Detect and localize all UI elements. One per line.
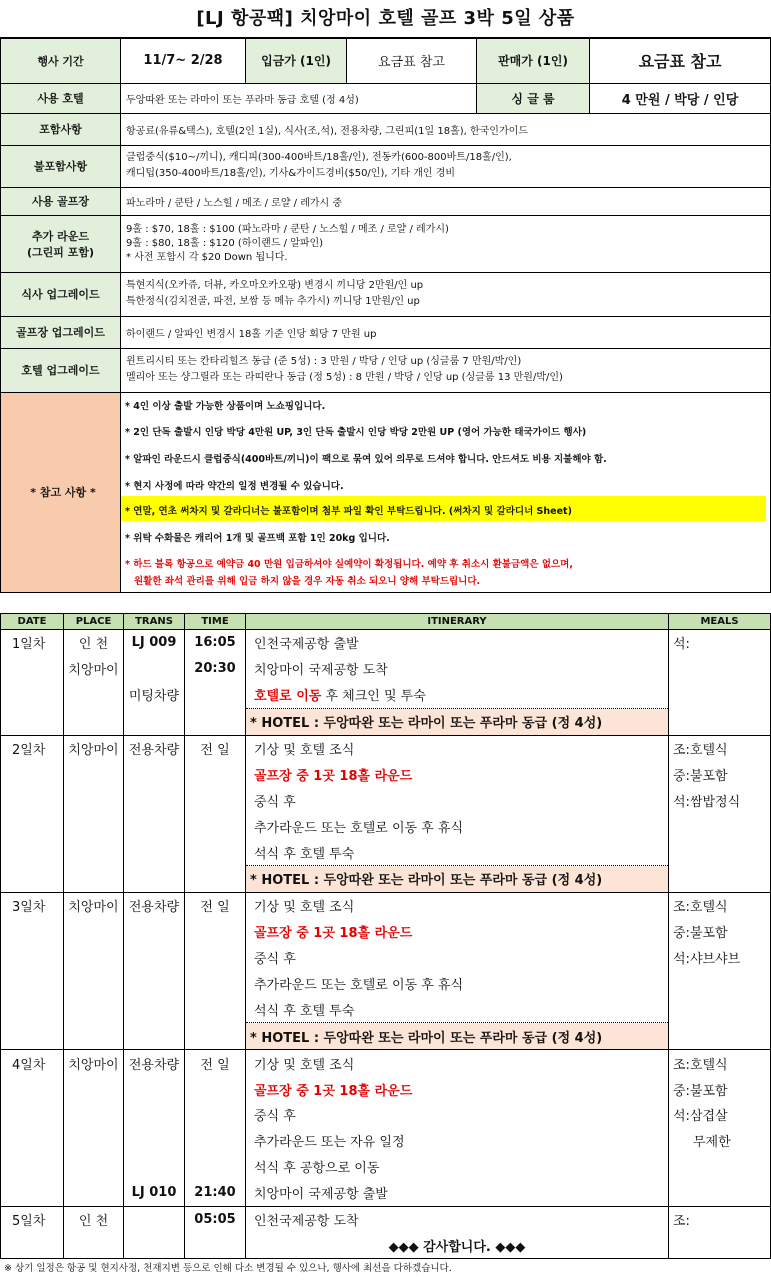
period-value: 11/7~ 2/28 [121, 38, 246, 83]
itinerary-row [1, 971, 771, 997]
itinerary-row [1, 682, 771, 708]
itinerary-row [1, 892, 771, 918]
hotel-upgrade-value [121, 348, 771, 392]
note-item: * 알파인 라운드시 클럽중식(400바트/끼니)이 팩으로 묶여 있어 의무로 드셔야 합니다. 안드셔도 비용 지불해야 함. [125, 453, 607, 465]
itinerary-item: 석식 후 호텔 투숙 [246, 996, 669, 1022]
itinerary-item-rest: 후 체크인 및 투숙 [321, 689, 426, 705]
itinerary-item: 석식 후 호텔 투숙 [246, 839, 669, 865]
itinerary-item: 기상 및 호텔 조식 [246, 1050, 669, 1076]
time: 전 일 [185, 892, 246, 918]
deposit-value: 요금표 참고 [347, 38, 477, 83]
itinerary-item [246, 682, 669, 708]
itinerary-row [1, 996, 771, 1022]
transport: 미팅차량 [124, 682, 185, 708]
header-trans: TRANS [124, 614, 185, 630]
hotel-note: * HOTEL : 두앙따완 또는 라마이 또는 푸라마 동급 (정 4성) [246, 1023, 669, 1050]
itinerary-item: 추가라운드 또는 호텔로 이동 후 휴식 [246, 971, 669, 997]
place [64, 682, 124, 708]
deposit-label: 입금가 (1인) [246, 38, 347, 83]
itinerary-item: 기상 및 호텔 조식 [246, 892, 669, 918]
itinerary-item: 중식 후 [246, 945, 669, 971]
hotel-row [1, 866, 771, 893]
meal: 조:호텔식 [669, 1050, 771, 1076]
exclude-line: 캐디팁(350-400바트/18홀/인), 기사&가이드경비($50/인), 기타 개인 경비 [126, 168, 456, 179]
hotel-label: 사용 호텔 [1, 83, 121, 113]
time: 전 일 [185, 735, 246, 761]
itinerary-item: 인천국제공항 출발 [246, 630, 669, 656]
meal: 무제한 [669, 1128, 771, 1154]
day-label [1, 656, 64, 682]
meal [669, 1154, 771, 1180]
note-item: * 위탁 수화물은 캐리어 1개 및 골프백 포함 1인 20kg 입니다. [125, 532, 390, 544]
day-label: 3일차 [1, 892, 64, 918]
place: 인 천 [64, 1206, 124, 1232]
hotel-row [1, 1023, 771, 1050]
itinerary-item: 추가라운드 또는 호텔로 이동 후 휴식 [246, 813, 669, 839]
header-meals: MEALS [669, 614, 771, 630]
itinerary-item: 인천국제공항 도착 [246, 1206, 669, 1232]
meal: 조:호텔식 [669, 892, 771, 918]
extra-round-line: 9홀 : $70, 18홀 : $100 (파노라마 / 쿤탄 / 노스힐 / 메조 / 로얄 / 레가시) [126, 223, 449, 235]
itinerary-table [0, 613, 771, 1259]
itinerary-item-highlight: 호텔로 이동 [254, 689, 322, 705]
thanks-row [1, 1232, 771, 1258]
notes-label: * 참고 사항 * [1, 392, 121, 592]
hotel-note: * HOTEL : 두앙따완 또는 라마이 또는 푸라마 동급 (정 4성) [246, 708, 669, 735]
meal: 조: [669, 1206, 771, 1232]
meal: 석: [669, 630, 771, 656]
meal: 중:불포함 [669, 919, 771, 945]
itinerary-row [1, 1076, 771, 1102]
itinerary-row [1, 1128, 771, 1154]
itinerary-item: 석식 후 공항으로 이동 [246, 1154, 669, 1180]
header-place: PLACE [64, 614, 124, 630]
itinerary-row [1, 735, 771, 761]
transport: 전용차량 [124, 735, 185, 761]
day-label: 5일차 [1, 1206, 64, 1232]
golf-upgrade-label: 골프장 업그레이드 [1, 316, 121, 348]
itinerary-item: 치앙마이 국제공항 도착 [246, 656, 669, 682]
place: 치앙마이 [64, 656, 124, 682]
itinerary-row [1, 1206, 771, 1232]
footer-note: ※ 상기 일정은 항공 및 현지사정, 천재지변 등으로 인해 다소 변경될 수 있으나, 행사에 최선을 다하겠습니다. [4, 1263, 452, 1274]
note-item-highlighted: * 연말, 연초 써차지 및 갈라디너는 불포함이며 첨부 파일 확인 부탁드립니다. (써차지 및 갈라디너 Sheet) [125, 505, 572, 517]
itinerary-item: 골프장 중 1곳 18홀 라운드 [246, 761, 669, 787]
itinerary-row [1, 761, 771, 787]
warning-note: * 하드 블록 항공으로 예약금 40 만원 입금하셔야 실예약이 확정됩니다. 예약 후 취소시 환불금액은 없으며, [125, 558, 573, 570]
itinerary-row [1, 1180, 771, 1206]
meal [669, 996, 771, 1022]
header-time: TIME [185, 614, 246, 630]
itinerary-row [1, 1050, 771, 1076]
day-label [1, 682, 64, 708]
itinerary-row [1, 945, 771, 971]
include-label: 포함사항 [1, 113, 121, 145]
itinerary-item: 치앙마이 국제공항 출발 [246, 1180, 669, 1206]
time: 21:40 [185, 1180, 246, 1206]
hotel-value: 두앙따완 또는 라마이 또는 푸라마 동급 호텔 (정 4성) [121, 83, 477, 113]
extra-round-label-line: (그린피 포함) [26, 245, 94, 259]
notes-cell [121, 392, 771, 592]
golf-upgrade-value: 하이랜드 / 알파인 변경시 18홀 기준 인당 회당 7 만원 up [121, 316, 771, 348]
hotel-upgrade-line: 윈트리시티 또는 칸타리힐즈 동급 (준 5성) : 3 만원 / 박당 / 인당 up (싱글룸 7 만원/박/인) [126, 356, 522, 367]
itinerary-item: 추가라운드 또는 자유 일정 [246, 1128, 669, 1154]
itinerary-row [1, 919, 771, 945]
meal: 중:불포함 [669, 761, 771, 787]
meal: 석:샤브샤브 [669, 945, 771, 971]
note-item: * 2인 단독 출발시 인당 박당 4만원 UP, 3인 단독 출발시 인당 박당 2만원 UP (영어 가능한 태국가이드 행사) [125, 426, 587, 438]
itinerary-item: 기상 및 호텔 조식 [246, 735, 669, 761]
meal-upgrade-label: 식사 업그레이드 [1, 272, 121, 316]
product-info-table [0, 37, 771, 593]
extra-round-label-line: 추가 라운드 [32, 229, 89, 243]
transport [124, 1206, 185, 1232]
hotel-upgrade-line: 멜리아 또는 샹그릴라 또는 라띠란나 동급 (정 5성) : 8 만원 / 박당 / 인당 up (싱글룸 13 만원/박/인) [126, 372, 563, 383]
itinerary-item: 중식 후 [246, 787, 669, 813]
meal [669, 682, 771, 708]
exclude-value [121, 145, 771, 187]
note-item: * 현지 사정에 따라 약간의 일정 변경될 수 있습니다. [125, 480, 344, 492]
meal: 조:호텔식 [669, 735, 771, 761]
header-date: DATE [1, 614, 64, 630]
meal [669, 813, 771, 839]
transport [124, 656, 185, 682]
single-room-value: 4 만원 / 박당 / 인당 [590, 83, 771, 113]
sale-value: 요금표 참고 [590, 38, 771, 83]
golf-course-value: 파노라마 / 쿤탄 / 노스힐 / 메조 / 로얄 / 레가시 중 [121, 187, 771, 215]
page-title: [LJ 항공팩] 치앙마이 호텔 골프 3박 5일 상품 [196, 8, 575, 29]
itinerary-header-row [1, 614, 771, 630]
period-label: 행사 기간 [1, 38, 121, 83]
meal [669, 839, 771, 865]
transport: LJ 009 [124, 630, 185, 656]
time: 20:30 [185, 656, 246, 682]
meal: 석:삼겹살 [669, 1102, 771, 1128]
golf-course-label: 사용 골프장 [1, 187, 121, 215]
place: 치앙마이 [64, 735, 124, 761]
transport: LJ 010 [124, 1180, 185, 1206]
time: 16:05 [185, 630, 246, 656]
day-label: 1일차 [1, 630, 64, 656]
itinerary-row [1, 787, 771, 813]
extra-round-value [121, 215, 771, 272]
itinerary-item: 골프장 중 1곳 18홀 라운드 [246, 1076, 669, 1102]
hotel-upgrade-label: 호텔 업그레이드 [1, 348, 121, 392]
meal: 중:불포함 [669, 1076, 771, 1102]
time: 전 일 [185, 1050, 246, 1076]
itinerary-item: 중식 후 [246, 1102, 669, 1128]
itinerary-item: 골프장 중 1곳 18홀 라운드 [246, 919, 669, 945]
itinerary-row [1, 1154, 771, 1180]
meal-upgrade-line: 특현지식(오카쥬, 더뷰, 카오마오카오팡) 변경시 끼니당 2만원/인 up [126, 280, 424, 291]
include-value: 항공료(유류&택스), 호텔(2인 1실), 식사(조,석), 전용차량, 그린피(1일 18홀), 한국인가이드 [121, 113, 771, 145]
warning-note: 원활한 좌석 관리를 위해 입금 하지 않을 경우 자동 취소 되오니 양해 부탁드립니다. [134, 575, 481, 587]
time [185, 682, 246, 708]
itinerary-row [1, 1102, 771, 1128]
time: 05:05 [185, 1206, 246, 1232]
place: 치앙마이 [64, 1050, 124, 1076]
note-item: * 4인 이상 출발 가능한 상품이며 노쇼핑입니다. [125, 400, 326, 412]
meal [669, 656, 771, 682]
itinerary-row [1, 839, 771, 865]
transport: 전용차량 [124, 1050, 185, 1076]
single-room-label: 싱 글 룸 [477, 83, 590, 113]
meal [669, 971, 771, 997]
meal-upgrade-line: 특한정식(김치전골, 파전, 보쌈 등 메뉴 추가시) 끼니당 1만원/인 up [126, 296, 420, 307]
itinerary-row [1, 813, 771, 839]
hotel-row [1, 708, 771, 735]
place: 치앙마이 [64, 892, 124, 918]
day-label: 2일차 [1, 735, 64, 761]
meal [669, 1180, 771, 1206]
itinerary-row [1, 656, 771, 682]
itinerary-row [1, 630, 771, 656]
exclude-line: 클럽중식($10~/끼니), 캐디피(300-400바트/18홀/인), 전동카(600-800바트/18홀/인), [126, 152, 512, 163]
thanks-message: ◆◆◆ 감사합니다. ◆◆◆ [246, 1232, 669, 1258]
transport: 전용차량 [124, 892, 185, 918]
extra-round-line: * 사전 포함시 각 $20 Down 됩니다. [126, 251, 288, 263]
day-label: 4일차 [1, 1050, 64, 1076]
exclude-label: 불포함사항 [1, 145, 121, 187]
place: 인 천 [64, 630, 124, 656]
header-itinerary: ITINERARY [246, 614, 669, 630]
meal: 석:쌈밥정식 [669, 787, 771, 813]
sale-label: 판매가 (1인) [477, 38, 590, 83]
meal-upgrade-value [121, 272, 771, 316]
extra-round-line: 9홀 : $80, 18홀 : $120 (하이랜드 / 알파인) [126, 237, 324, 249]
extra-round-label [1, 215, 121, 272]
hotel-note: * HOTEL : 두앙따완 또는 라마이 또는 푸라마 동급 (정 4성) [246, 866, 669, 893]
